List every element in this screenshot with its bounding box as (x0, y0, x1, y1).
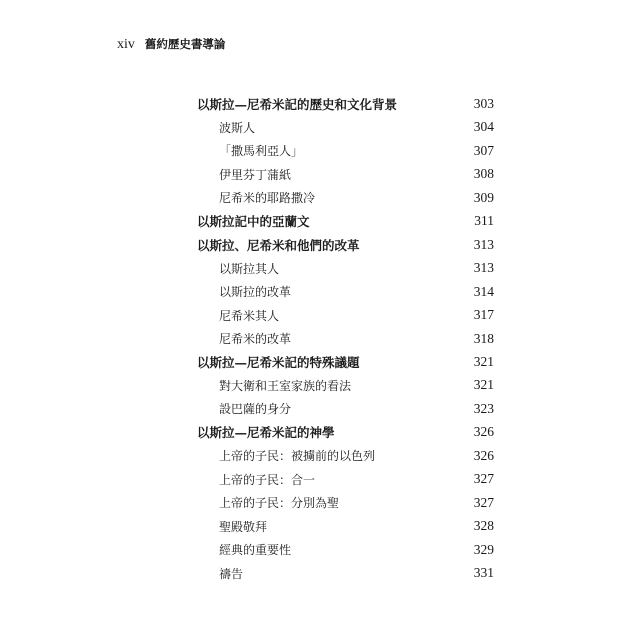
toc-entry-page: 313 (473, 236, 494, 252)
toc-subsection-entry (0, 399, 640, 419)
toc-entry-page: 318 (473, 330, 494, 346)
toc-entry-page: 314 (473, 283, 494, 299)
toc-entry-title: 以斯拉其人 (219, 261, 280, 276)
toc-subsection-entry (0, 540, 640, 560)
toc-entry-page: 304 (473, 119, 494, 135)
toc-entry-page: 311 (474, 213, 494, 229)
toc-entry-page: 321 (473, 353, 494, 369)
toc-entry-title: 經典的重要性 (219, 543, 292, 558)
toc-subsection-entry (0, 563, 640, 583)
toc-subsection-entry (0, 493, 640, 513)
toc-entry-page: 327 (473, 494, 494, 510)
toc-subsection-entry (0, 117, 640, 137)
toc-section-entry (0, 352, 640, 372)
toc-entry-title: 以斯拉的改革 (219, 285, 292, 300)
toc-entry-title: 以斯拉—尼希米記的神學 (197, 425, 335, 441)
toc-section-entry (0, 235, 640, 255)
toc-entry-page: 313 (473, 260, 494, 276)
toc-subsection-entry (0, 375, 640, 395)
toc-entry-title: 設巴薩的身分 (219, 402, 292, 417)
toc-entry-page: 317 (473, 307, 494, 323)
toc-entry-page: 326 (473, 447, 494, 463)
toc-entry-page: 329 (473, 541, 494, 557)
toc-entry-title: 尼希米的改革 (219, 332, 292, 346)
toc-entry-title: 尼希米的耶路撒冷 (219, 191, 316, 206)
toc-entry-title: 以斯拉記中的亞蘭文 (197, 214, 310, 230)
toc-subsection-entry (0, 258, 640, 278)
toc-section-entry (0, 94, 640, 114)
toc-subsection-entry (0, 282, 640, 302)
toc-subsection-entry (0, 305, 640, 325)
toc-entry-title: 上帝的子民：合一 (219, 472, 316, 487)
toc-entry-title: 伊里芬丁蒲紙 (219, 167, 292, 182)
header-book-title: 舊約歷史書導論 (144, 37, 226, 51)
toc-entry-title: 聖殿敬拜 (219, 519, 268, 534)
toc-entry-page: 307 (473, 142, 494, 158)
toc-entry-title: 以斯拉—尼希米記的特殊議題 (197, 354, 360, 370)
toc-subsection-entry (0, 469, 640, 489)
header-page-number: xiv (117, 37, 135, 52)
toc-subsection-entry (0, 164, 640, 184)
toc-entry-page: 328 (473, 518, 494, 534)
toc-subsection-entry (0, 446, 640, 466)
toc-entry-title: 波斯人 (219, 120, 256, 135)
toc-subsection-entry (0, 329, 640, 349)
toc-subsection-entry (0, 141, 640, 161)
toc-entry-title: 對大衛和王室家族的看法 (219, 378, 352, 393)
toc-subsection-entry (0, 188, 640, 208)
toc-entry-page: 308 (473, 166, 494, 182)
toc-entry-title: 上帝的子民：被擄前的以色列 (219, 449, 376, 464)
toc-entry-page: 331 (473, 565, 494, 580)
toc-entry-title: 以斯拉、尼希米和他們的改革 (197, 237, 360, 253)
toc-entry-page: 321 (473, 377, 494, 393)
toc-entry-title: 以斯拉—尼希米記的歷史和文化背景 (197, 97, 398, 112)
toc-entry-title: 上帝的子民：分別為聖 (219, 496, 340, 511)
toc-entry-title: 禱告 (219, 566, 244, 581)
toc-subsection-entry (0, 516, 640, 536)
toc-entry-page: 323 (473, 400, 494, 416)
toc-entry-title: 尼希米其人 (219, 308, 280, 323)
toc-entry-page: 326 (473, 424, 494, 440)
toc-entry-title: 「撒馬利亞人」 (219, 144, 304, 159)
toc-entry-page: 327 (473, 471, 494, 487)
toc-section-entry (0, 422, 640, 442)
toc-section-entry (0, 211, 640, 231)
toc-entry-page: 303 (473, 96, 494, 111)
toc-entry-page: 309 (473, 189, 494, 205)
